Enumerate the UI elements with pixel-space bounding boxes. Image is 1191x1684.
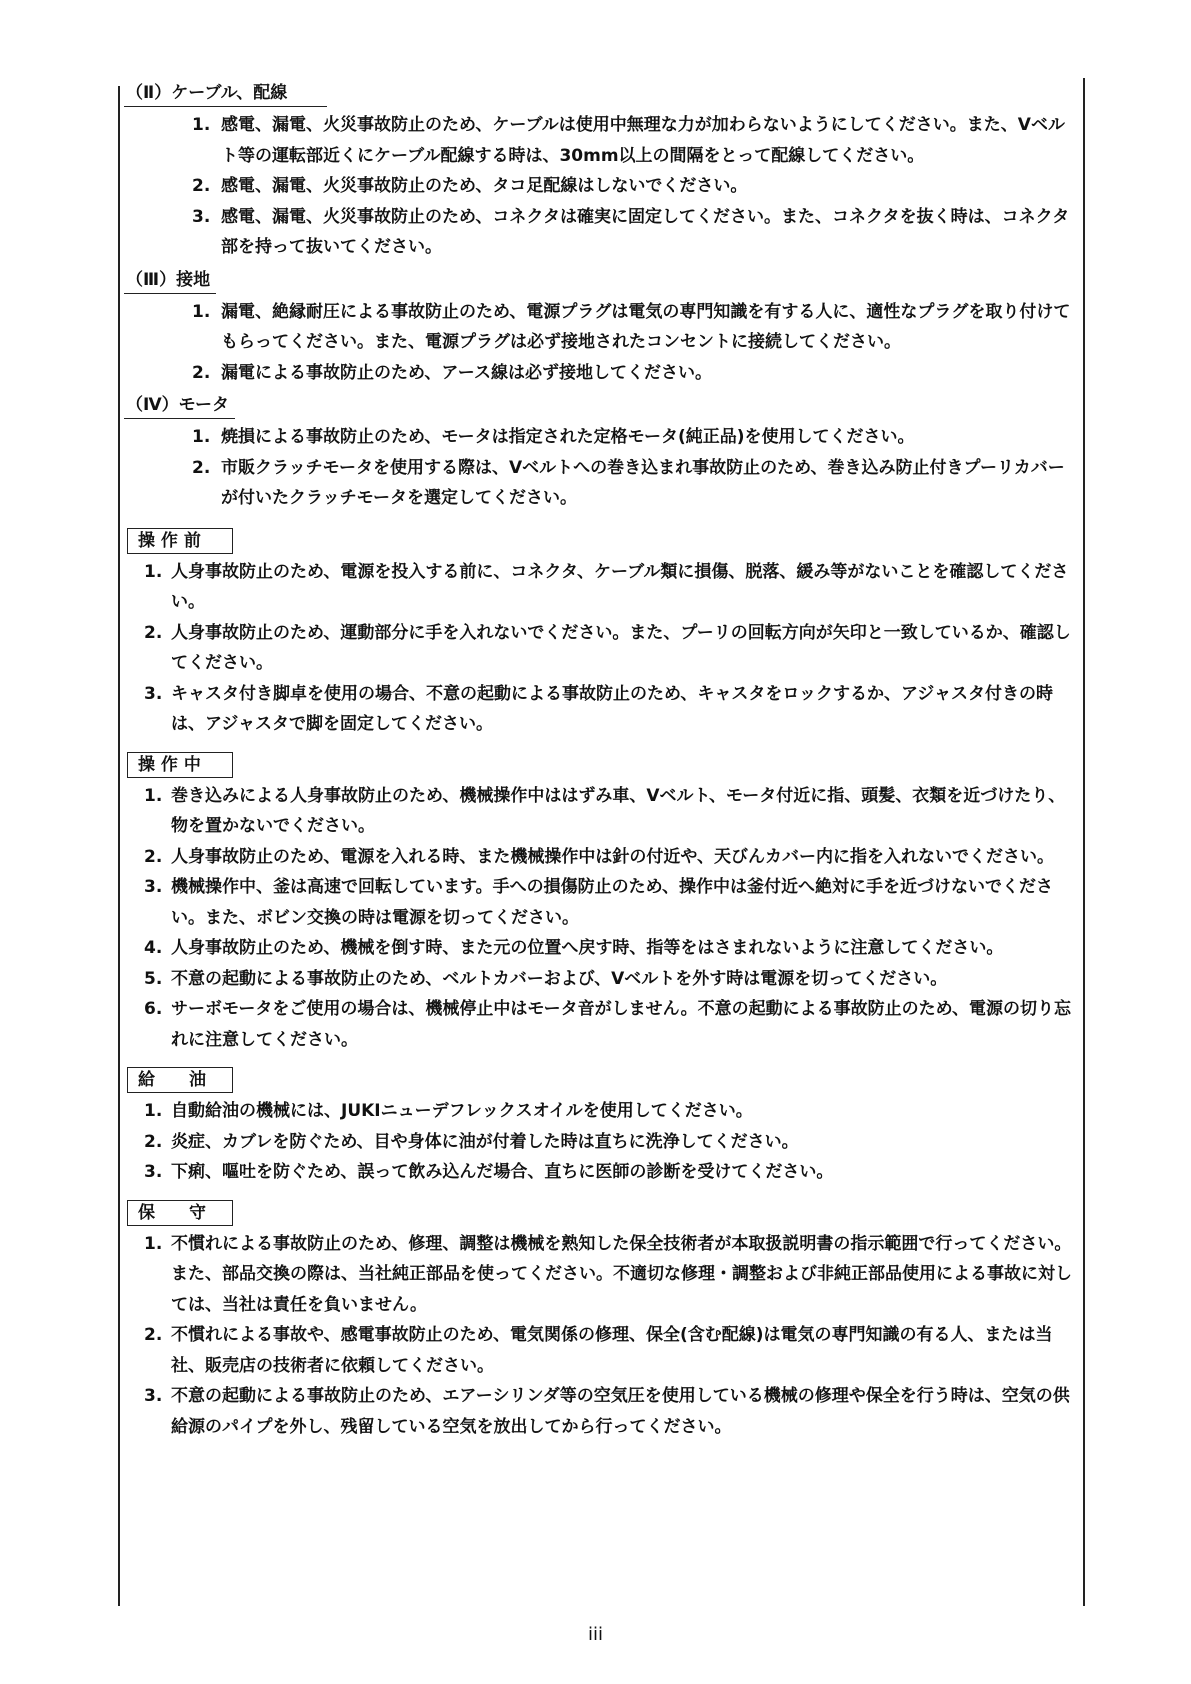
item-text: 炎症、カブレを防ぐため、目や身体に油が付着した時は直ちに洗浄してください。 <box>171 1131 799 1152</box>
list-item <box>124 1157 1079 1188</box>
item-number: 2. <box>144 1325 163 1345</box>
page-content <box>124 80 1079 1444</box>
item-number: 1. <box>192 115 211 135</box>
item-text: 人身事故防止のため、電源を投入する前に、コネクタ、ケーブル類に損傷、脱落、緩み等がないことを確認してください。 <box>171 561 1069 612</box>
item-list <box>124 297 1079 393</box>
item-text: 人身事故防止のため、運動部分に手を入れないでください。また、プーリの回転方向が矢印と一致しているか、確認してください。 <box>171 622 1071 673</box>
item-list <box>124 1096 1079 1190</box>
item-list <box>124 422 1079 518</box>
section-heading-box: 保 守 <box>127 1200 233 1226</box>
item-number: 2. <box>144 1131 163 1152</box>
item-text: 機械操作中、釜は高速で回転しています。手への損傷防止のため、操作中は釜付近へ絶対に手を近づけないでください。また、ボビン交換の時は電源を切ってください。 <box>171 877 1053 928</box>
item-text: 漏電、絶縁耐圧による事故防止のため、電源プラグは電気の専門知識を有する人に、適性なプラグを取り付けてもらってください。また、電源プラグは必ず接地されたコンセントに接続してください。 <box>221 301 1071 352</box>
item-text: 巻き込みによる人身事故防止のため、機械操作中ははずみ車、Vベルト、モータ付近に指、頭髪、衣類を近づけたり、物を置かないでください。 <box>171 785 1066 836</box>
item-number: 1. <box>144 561 163 582</box>
list-item <box>124 453 1079 514</box>
section-maintenance <box>124 1190 1079 1445</box>
list-item <box>124 994 1079 1055</box>
item-number: 1. <box>144 1101 163 1121</box>
item-list <box>124 1229 1079 1445</box>
list-item <box>124 171 1079 202</box>
item-text: サーボモータをご使用の場合は、機械停止中はモータ音がしません。不意の起動による事故防止のため、電源の切り忘れに注意してください。 <box>171 999 1071 1050</box>
item-text: 不意の起動による事故防止のため、ベルトカバーおよび、Vベルトを外す時は電源を切ってください。 <box>171 968 948 989</box>
item-number: 3. <box>192 206 211 227</box>
list-item <box>124 1096 1079 1127</box>
item-text: 感電、漏電、火災事故防止のため、コネクタは確実に固定してください。また、コネクタを抜く時は、コネクタ部を持って抜いてください。 <box>221 206 1070 257</box>
item-text: 市販クラッチモータを使用する際は、Vベルトへの巻き込まれ事故防止のため、巻き込み防止付きプーリカバーが付いたクラッチモータを選定してください。 <box>221 457 1065 508</box>
item-text: 人身事故防止のため、機械を倒す時、また元の位置へ戻す時、指等をはさまれないように注意してください。 <box>171 938 1004 958</box>
list-item <box>124 618 1079 679</box>
section-cable-wiring <box>124 80 1079 267</box>
section-heading-box: 給 油 <box>127 1067 233 1093</box>
section-heading-box: 操 作 前 <box>127 528 233 554</box>
item-text: 焼損による事故防止のため、モータは指定された定格モータ(純正品)を使用してください。 <box>221 427 915 447</box>
section-before-operation <box>124 518 1079 742</box>
item-text: キャスタ付き脚卓を使用の場合、不意の起動による事故防止のため、キャスタをロックするか、アジャスタ付きの時は、アジャスタで脚を固定してください。 <box>171 683 1053 734</box>
item-text: 漏電による事故防止のため、アース線は必ず接地してください。 <box>221 362 712 383</box>
list-item <box>124 202 1079 263</box>
item-text: 感電、漏電、火災事故防止のため、ケーブルは使用中無理な力が加わらないようにしてください。また、Vベルト等の運転部近くにケーブル配線する時は、30mm以上の間隔をとって配線してください。 <box>221 115 1065 166</box>
item-text: 自動給油の機械には、JUKIニューデフレックスオイルを使用してください。 <box>171 1101 753 1121</box>
item-list <box>124 781 1079 1058</box>
list-item <box>124 110 1079 171</box>
list-item <box>124 1320 1079 1381</box>
item-number: 1. <box>192 301 211 322</box>
item-text: 感電、漏電、火災事故防止のため、タコ足配線はしないでください。 <box>221 176 748 196</box>
item-text: 不慣れによる事故防止のため、修理、調整は機械を熟知した保全技術者が本取扱説明書の指示範囲で行ってください。また、部品交換の際は、当社純正部品を使ってください。不適切な修理・調整および非純正部品使用による事故に対しては、当社は責任を負いません。 <box>171 1233 1072 1315</box>
section-during-operation <box>124 742 1079 1058</box>
right-margin-rule <box>1083 78 1085 1606</box>
list-item <box>124 422 1079 453</box>
item-number: 3. <box>144 683 163 704</box>
section-heading-box: 操 作 中 <box>127 752 233 778</box>
list-item <box>124 679 1079 740</box>
item-number: 6. <box>144 999 163 1019</box>
item-text: 不意の起動による事故防止のため、エアーシリンダ等の空気圧を使用している機械の修理や保全を行う時は、空気の供給源のパイプを外し、残留している空気を放出してから行ってください。 <box>171 1386 1070 1437</box>
item-number: 4. <box>144 938 163 958</box>
item-number: 1. <box>144 785 163 806</box>
item-list <box>124 557 1079 742</box>
item-number: 3. <box>144 877 163 897</box>
list-item <box>124 297 1079 358</box>
item-number: 1. <box>144 1233 163 1254</box>
list-item <box>124 358 1079 389</box>
left-margin-rule <box>118 86 120 1606</box>
item-number: 2. <box>144 846 163 867</box>
list-item <box>124 964 1079 995</box>
item-number: 2. <box>192 457 211 478</box>
list-item <box>124 557 1079 618</box>
list-item <box>124 933 1079 964</box>
item-number: 1. <box>192 427 211 447</box>
list-item <box>124 1381 1079 1442</box>
item-number: 3. <box>144 1386 163 1406</box>
list-item <box>124 842 1079 873</box>
item-number: 2. <box>144 622 163 643</box>
list-item <box>124 872 1079 933</box>
section-grounding <box>124 267 1079 393</box>
section-lubrication <box>124 1057 1079 1190</box>
item-text: 人身事故防止のため、電源を入れる時、また機械操作中は針の付近や、天びんカバー内に指を入れないでください。 <box>171 846 1054 867</box>
item-number: 3. <box>144 1162 163 1182</box>
section-heading: （Ⅲ）接地 <box>124 267 216 294</box>
section-motor <box>124 392 1079 518</box>
item-text: 不慣れによる事故や、感電事故防止のため、電気関係の修理、保全(含む配線)は電気の専門知識の有る人、または当社、販売店の技術者に依頼してください。 <box>171 1325 1053 1376</box>
section-heading: （Ⅳ）モータ <box>124 392 235 419</box>
page-number: iii <box>587 1624 603 1645</box>
list-item <box>124 781 1079 842</box>
list-item <box>124 1127 1079 1158</box>
item-number: 2. <box>192 176 211 196</box>
section-heading: （Ⅱ）ケーブル、配線 <box>124 80 327 107</box>
item-number: 2. <box>192 362 211 383</box>
item-number: 5. <box>144 968 163 989</box>
item-text: 下痢、嘔吐を防ぐため、誤って飲み込んだ場合、直ちに医師の診断を受けてください。 <box>171 1162 834 1182</box>
item-list <box>124 110 1079 267</box>
list-item <box>124 1229 1079 1321</box>
